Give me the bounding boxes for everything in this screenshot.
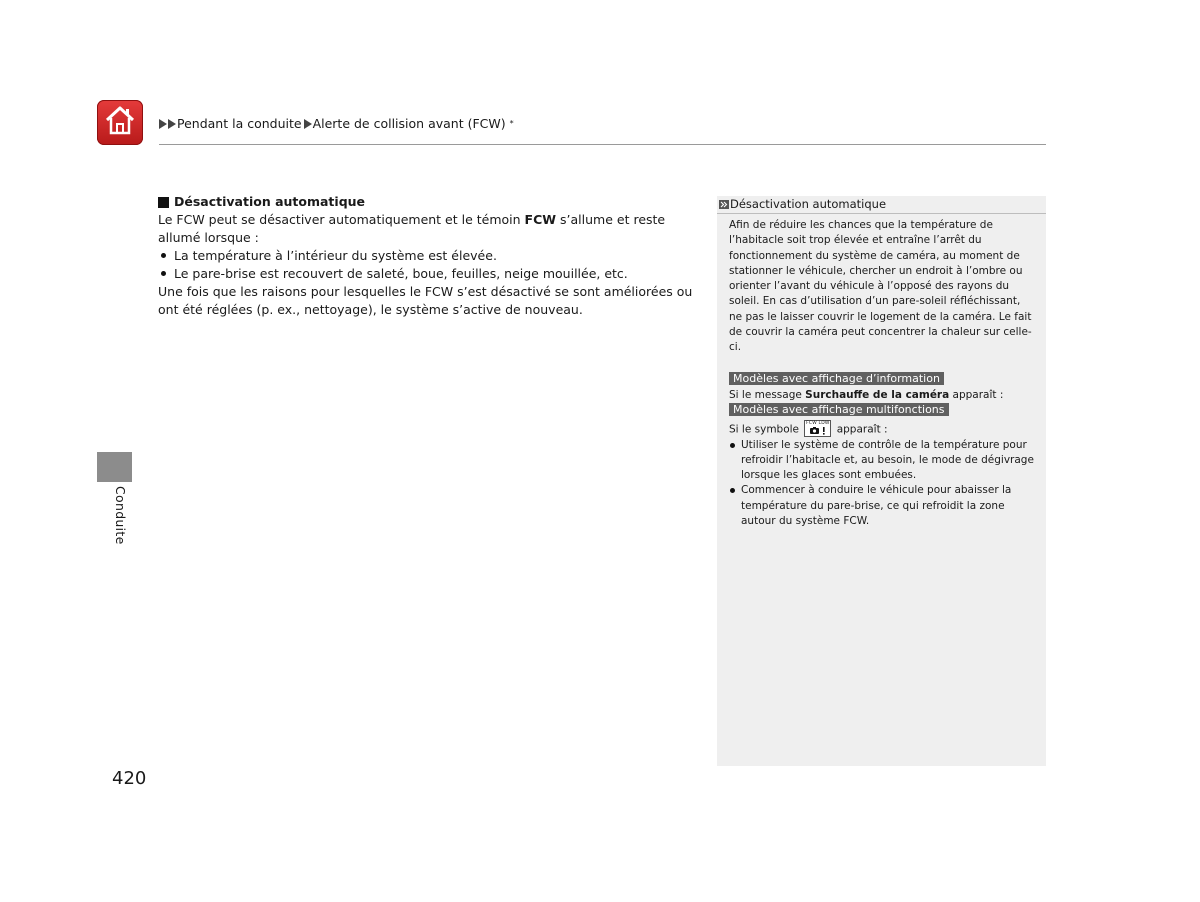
- note-action-list: [729, 438, 1035, 530]
- header-divider: [159, 144, 1046, 145]
- note-paragraph: Afin de réduire les chances que la température de l’habitacle soit trop élevée et entraîne l’arrêt du fonctionnement du système de caméra, au moment de stationner le véhicule, chercher un endroit à l’ombre ou orienter l’avant du véhicule à l’opposé des rayons du soleil. En cas d’utilisation d’un pare-soleil réfléchissant, ne pas le laisser couvrir le logement de la caméra. Le fait de couvrir la caméra peut concentrer la chaleur sur celle-ci.: [729, 219, 1032, 354]
- home-button[interactable]: [97, 100, 143, 145]
- main-content: [158, 193, 698, 319]
- section-title-text: Désactivation automatique: [174, 194, 366, 209]
- page-number: 420: [112, 768, 147, 789]
- note-header: [717, 196, 1046, 214]
- note-title: Désactivation automatique: [730, 197, 887, 211]
- symbol-caption: FCW LDW: [806, 420, 830, 426]
- list-item: Le pare-brise est recouvert de saleté, boue, feuilles, neige mouillée, etc.: [158, 265, 698, 283]
- breadcrumb-item-fcw[interactable]: Alerte de collision avant (FCW): [312, 116, 506, 131]
- message-name: Surchauffe de la caméra: [805, 388, 950, 401]
- note-box: [717, 196, 1046, 766]
- closing-paragraph: Une fois que les raisons pour lesquelles le FCW s’est désactivé se sont améliorées ou ont été réglées (p. ex., nettoyage), le système s’active de nouveau.: [158, 284, 693, 317]
- camera-warning-icon: [804, 420, 831, 437]
- list-item: La température à l’intérieur du système est élevée.: [158, 247, 698, 265]
- breadcrumb-arrow-icon: [159, 119, 167, 129]
- breadcrumb-arrow-icon: [168, 119, 176, 129]
- home-icon: [103, 105, 137, 141]
- fcw-indicator-name: FCW: [524, 212, 557, 227]
- breadcrumb-item-pendant-la-conduite[interactable]: Pendant la conduite: [177, 116, 302, 131]
- intro-paragraph: [158, 211, 698, 247]
- note-body: [729, 218, 1035, 529]
- intro-text: Le FCW peut se désactiver automatiquement et le témoin: [158, 212, 525, 227]
- breadcrumb-asterisk: *: [509, 119, 514, 128]
- symbol-line: [729, 421, 1035, 438]
- square-bullet-icon: [158, 197, 169, 208]
- chapter-tab[interactable]: [97, 452, 132, 482]
- chapter-label: Conduite: [113, 486, 128, 545]
- model-tag-multi-display: Modèles avec affichage multifonctions: [729, 403, 949, 416]
- symbol-text: Si le symbole: [729, 423, 803, 436]
- message-text: Si le message: [729, 388, 806, 401]
- list-item: Commencer à conduire le véhicule pour abaisser la température du pare-brise, ce qui refroidit la zone autour du système FCW.: [729, 483, 1035, 529]
- section-title: [158, 193, 698, 211]
- intro-text-end: s’allume et reste allumé lorsque :: [158, 212, 666, 245]
- list-item: Utiliser le système de contrôle de la température pour refroidir l’habitacle et, au besoin, le mode de dégivrage lorsque les glaces sont embuées.: [729, 438, 1035, 484]
- breadcrumb: [159, 116, 514, 131]
- message-line: [729, 388, 1035, 403]
- breadcrumb-arrow-icon: [304, 119, 312, 129]
- note-reference-icon: [719, 200, 729, 209]
- symbol-text-end: apparaît :: [833, 423, 888, 436]
- model-tag-information-display: Modèles avec affichage d’information: [729, 372, 944, 385]
- condition-list: [158, 247, 698, 283]
- message-text-end: apparaît :: [949, 388, 1004, 401]
